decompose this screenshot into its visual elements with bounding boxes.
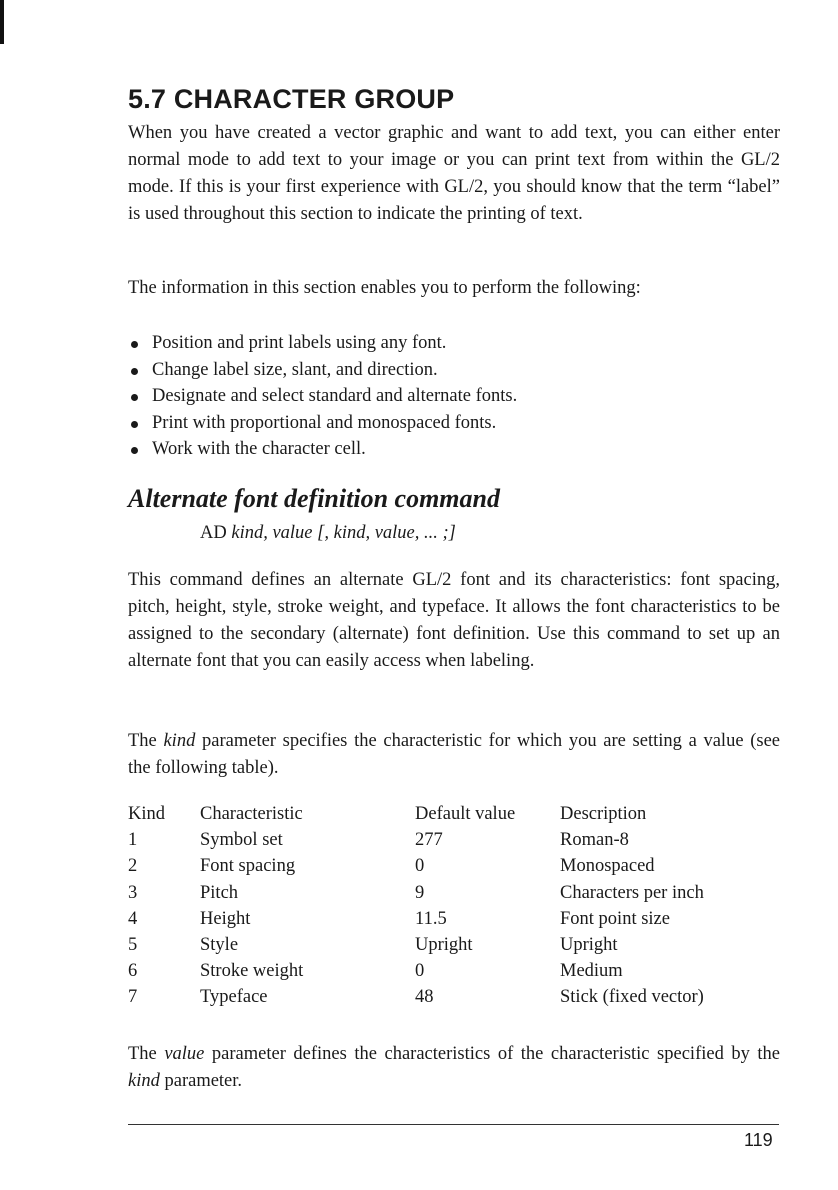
cell-description: Upright — [560, 934, 618, 955]
list-item: Position and print labels using any font. — [128, 330, 780, 357]
kind-term-2: kind — [128, 1071, 160, 1091]
table-row — [128, 961, 780, 987]
cell-characteristic: Stroke weight — [200, 961, 304, 982]
list-item: Change label size, slant, and direction. — [128, 357, 780, 384]
cell-default: 0 — [415, 961, 425, 982]
table-header-row — [128, 804, 780, 830]
command-description: This command defines an alternate GL/2 font and its characteristics: font spacing, pitch, height, style, stroke weight, and typeface. It allows the font characteristics to be assigned to the secondary (alternate) font definition. Use this command to set up an alternate font that you can easily access when labeling. — [128, 570, 780, 671]
list-item: Work with the character cell. — [128, 436, 780, 463]
table-row — [128, 883, 780, 909]
capabilities-list — [128, 330, 780, 463]
kind-post: parameter specifies the characteristic for which you are setting a value (see the following table). — [128, 731, 781, 778]
cell-description: Stick (fixed vector) — [560, 987, 704, 1008]
cell-description: Roman-8 — [560, 830, 629, 851]
value-post: parameter. — [159, 1071, 243, 1091]
cell-characteristic: Symbol set — [200, 830, 283, 851]
cell-characteristic: Pitch — [200, 882, 239, 903]
cell-default: 9 — [415, 882, 425, 903]
footer-rule — [128, 1124, 779, 1125]
cell-characteristic: Style — [200, 934, 239, 955]
value-mid: parameter defines the characteristics of the characteristic specified by the — [204, 1044, 781, 1064]
cell-kind: 2 — [128, 856, 138, 877]
kind-term: kind — [163, 731, 196, 751]
cell-description: Medium — [560, 961, 623, 982]
header-kind: Kind — [128, 804, 165, 824]
kind-paragraph — [128, 728, 780, 782]
command-syntax — [200, 521, 456, 545]
section-heading: 5.7 CHARACTER GROUP — [128, 84, 455, 114]
syntax-optional: [, kind, value, ... ;] — [317, 523, 456, 543]
kind-pre: The — [128, 731, 164, 751]
info-lead-paragraph: The information in this section enables you to perform the following: — [128, 278, 641, 298]
cell-characteristic: Height — [200, 908, 251, 929]
cell-kind: 4 — [128, 908, 138, 929]
table-row — [128, 987, 780, 1013]
cell-kind: 6 — [128, 961, 138, 982]
value-term: value — [164, 1044, 205, 1064]
header-default-value: Default value — [415, 804, 516, 824]
kind-table — [128, 804, 780, 1014]
cell-default: 48 — [415, 987, 434, 1008]
page-number: 119 — [744, 1130, 773, 1150]
intro-paragraph: When you have created a vector graphic and want to add text, you can either enter normal mode to add text to your image or you can print text from within the GL/2 mode. If this is your first experience with GL/2, you should know that the term “label” is used throughout this section to indicate the printing of text. — [128, 123, 780, 224]
cell-default: 0 — [415, 856, 425, 877]
syntax-code: AD — [200, 523, 227, 543]
table-row — [128, 830, 780, 856]
command-title: Alternate font definition command — [128, 484, 500, 513]
table-row — [128, 909, 780, 935]
cell-kind: 5 — [128, 934, 138, 955]
cell-description: Font point size — [560, 908, 670, 929]
header-description: Description — [560, 804, 647, 824]
syntax-args: kind, value — [231, 523, 313, 543]
list-item: Designate and select standard and alternate fonts. — [128, 383, 780, 410]
cell-characteristic: Font spacing — [200, 856, 296, 877]
cell-kind: 1 — [128, 830, 138, 851]
cell-default: Upright — [415, 934, 473, 955]
table-row — [128, 935, 780, 961]
value-pre: The — [128, 1044, 165, 1064]
cell-kind: 7 — [128, 987, 138, 1008]
cell-description: Monospaced — [560, 856, 655, 877]
list-item: Print with proportional and monospaced fonts. — [128, 410, 780, 437]
header-characteristic: Characteristic — [200, 804, 303, 824]
cell-default: 277 — [415, 830, 443, 851]
cell-description: Characters per inch — [560, 882, 704, 903]
cell-default: 11.5 — [415, 908, 447, 929]
cell-kind: 3 — [128, 882, 138, 903]
scan-edge-mark — [0, 0, 4, 44]
value-paragraph — [128, 1041, 780, 1095]
table-row — [128, 856, 780, 882]
cell-characteristic: Typeface — [200, 987, 268, 1008]
